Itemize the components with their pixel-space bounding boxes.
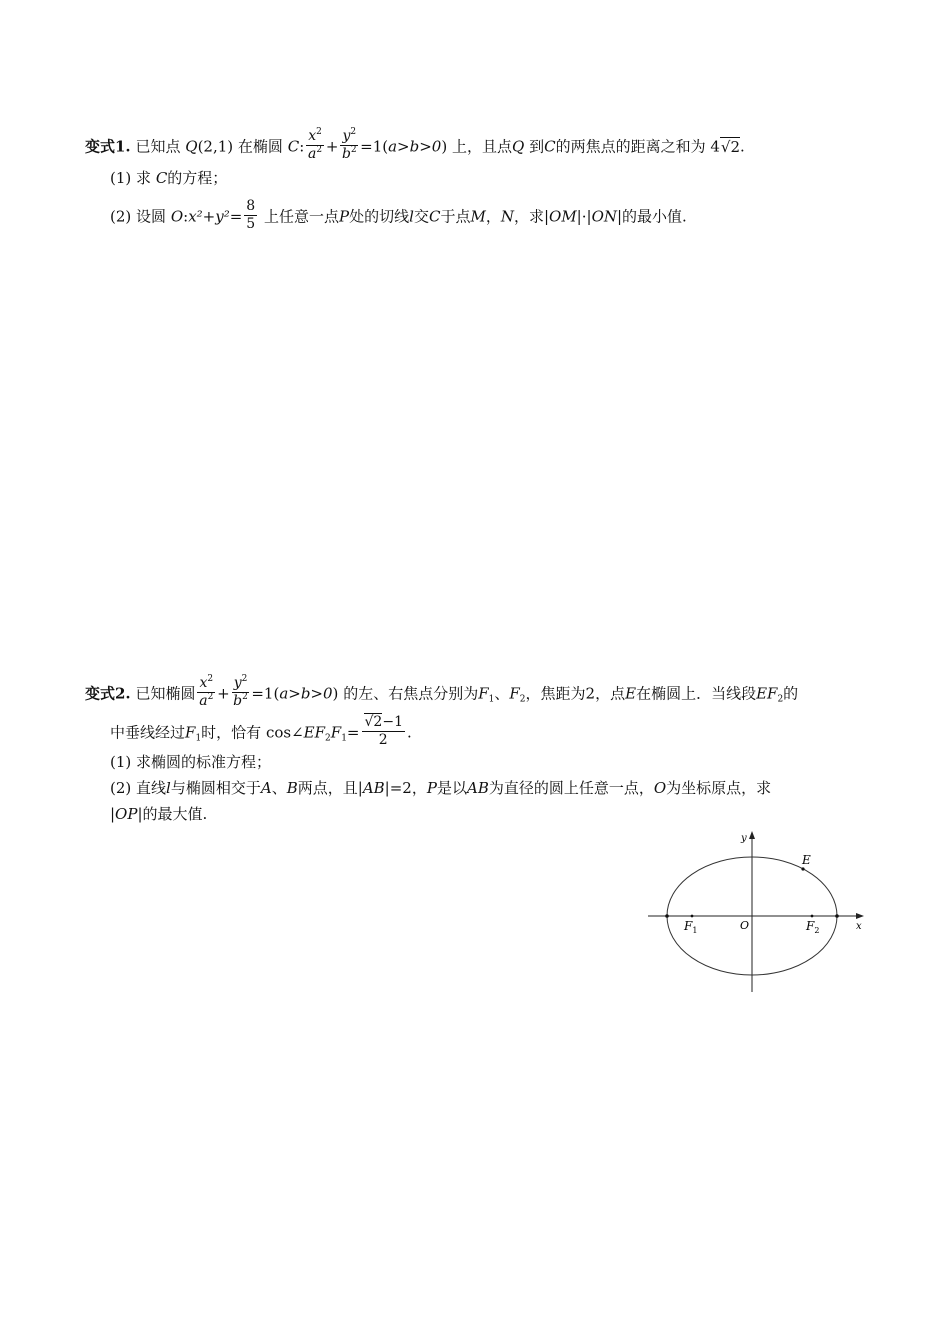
x-axis-label: x	[856, 921, 862, 932]
ellipse-figure	[640, 828, 870, 998]
f2-label: $F_2$	[806, 919, 820, 935]
problem2-question2: (2) 直线l与椭圆相交于A、B两点，且|AB|=2，P是以AB为直径的圆上任意一点，O为坐标原点，求	[110, 779, 772, 797]
fraction-y2-b2: $\frac{y^2}{b^2}$	[233, 674, 248, 709]
focus-f2-point	[811, 915, 814, 918]
problem2-statement-line2: 中垂线经过$F_1$时，恰有 $\cos\angle EF_2F_1=$ $\frac{√2-1}{2}$ .	[110, 714, 412, 748]
fraction-sqrt2-minus1-over-2: $\frac{√2-1}{2}$	[362, 714, 405, 749]
f1-label: $F_1$	[684, 919, 698, 935]
vertex-left	[665, 914, 669, 918]
focus-f1-point	[691, 915, 694, 918]
problem2-label: 变式2.	[85, 684, 131, 703]
problem1-label: 变式1.	[85, 137, 131, 156]
fraction-8-5: $\frac{8}{5}$	[246, 198, 256, 232]
vertex-right	[835, 914, 839, 918]
problem2-question1: (1) 求椭圆的标准方程；	[110, 753, 272, 771]
point-e-label: E	[802, 853, 811, 867]
problem1-question2: (2) 设圆 O:x²+y²= $\frac{8}{5}$ 上任意一点P处的切线l交C于点M，N，求|OM|·|ON|的最小值.	[110, 198, 687, 232]
x-axis-arrow	[856, 913, 864, 919]
y-axis-arrow	[749, 831, 755, 839]
problem2-question2-line2: |OP|的最大值.	[110, 805, 208, 823]
fraction-x2-a2: $\frac{x^2}{a^2}$	[308, 127, 323, 162]
fraction-x2-a2: $\frac{x^2}{a^2}$	[199, 674, 214, 709]
problem2-statement: 变式2. 已知椭圆 $\frac{x^2}{a^2}$ + $\frac{y^2}{b^2}$ =1(a>b>0) 的左、右焦点分别为$F_1$、$F_2$，焦距为2，点E在椭圆上．当线段$EF_2$的	[85, 674, 799, 709]
y-axis-label: y	[741, 833, 747, 844]
fraction-y2-b2: $\frac{y^2}{b^2}$	[341, 127, 357, 162]
problem1-question1: (1) 求 C的方程；	[110, 169, 228, 187]
problem1-statement: 变式1. 已知点 Q(2,1) 在椭圆 C: $\frac{x^2}{a^2}$ + $\frac{y^2}{b^2}$ =1(a>b>0) 上，且点Q 到C的两焦点的距离之和为 4√2.	[85, 127, 745, 162]
origin-label: O	[740, 919, 750, 932]
point-e	[801, 867, 804, 870]
